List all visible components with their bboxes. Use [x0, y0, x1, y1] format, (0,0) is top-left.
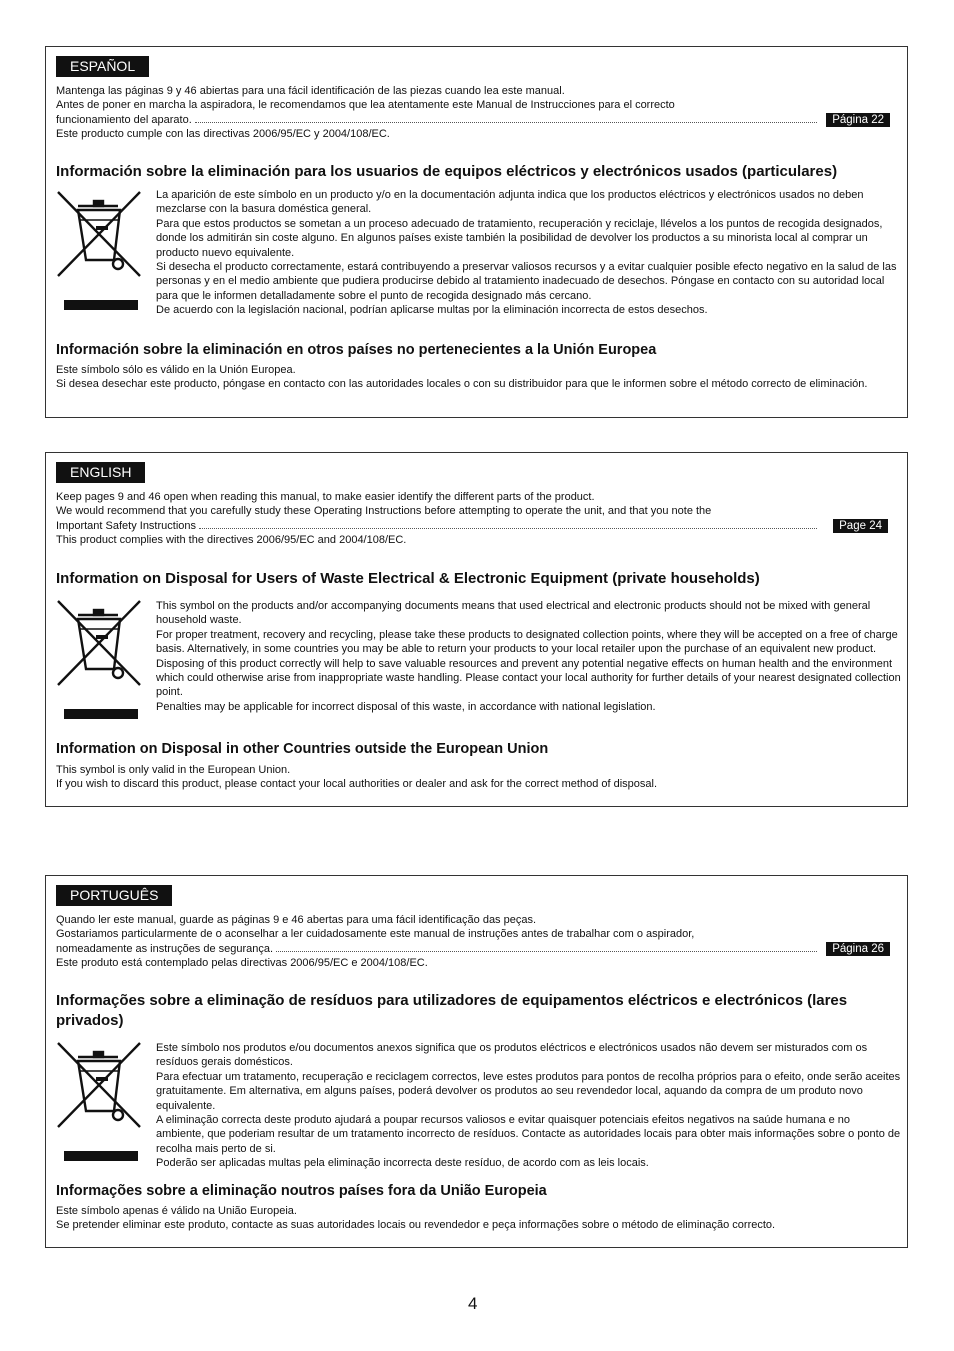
heading-eu-disposal: Information on Disposal for Users of Waste Electrical & Electronic Equipment (private households)	[56, 570, 760, 587]
intro-line: Keep pages 9 and 46 open when reading this manual, to make easier identify the different parts of the product.	[56, 491, 595, 503]
section-espanol	[45, 46, 908, 418]
body-paragraph: Para efectuar um tratamento, recuperação e reciclagem correctos, leve estes produtos para pontos de recolha próprios para o efeito, onde serão aceites gratuitamente. Em alternativa, em alguns países, poderá devolver os produtos ao seu revendedor local, aquando da compra de um produto novo equivalente.	[156, 1070, 901, 1112]
body-paragraph: Disposing of this product correctly will help to save valuable resources and prevent any potential negative effects on human health and the environment which could otherwise arise from inappropriate waste handling. Please contact your local authority for further details of your nearest designated collection point.	[156, 657, 901, 699]
intro-line: This product complies with the directives 2006/95/EC and 2004/108/EC.	[56, 534, 407, 547]
body-paragraph: Este símbolo sólo es válido en la Unión Europea.	[56, 364, 296, 376]
body-paragraph: Si desecha el producto correctamente, estará contribuyendo a preservar valiosos recursos y a evitar cualquier posible efecto negativo en la salud de las personas y en el medio ambiente que pudiera producirse debido al tratamiento inadecuado de desechos. Póngase en contacto con su autoridad local para que le informen detalladamente sobre el punto de recogida designado más cercano.	[156, 261, 897, 302]
disposal-body	[156, 188, 901, 318]
intro-leader-line	[56, 942, 820, 956]
intro-leader-line	[56, 519, 820, 533]
disposal-body	[156, 1041, 901, 1171]
body-paragraph: For proper treatment, recovery and recycling, please take these products to designated collection points, where they will be accepted on a free of charge basis. Alternatively, in some countries you may be able to return your products to your local retailer upon the purchase of an equivalent new product.	[156, 628, 898, 656]
intro-text	[56, 490, 896, 548]
disposal-body	[156, 599, 901, 714]
section-portugues	[45, 875, 908, 1248]
intro-line: We would recommend that you carefully study these Operating Instructions before attempting to operate the unit, and that you note the	[56, 505, 712, 518]
intro-line: funcionamiento del aparato.	[56, 113, 192, 126]
body-paragraph: La aparición de este símbolo en un producto y/o en la documentación adjunta indica que los productos eléctricos y electrónicos usados no deben mezclarse con la basura doméstica general.	[156, 189, 864, 216]
crossed-out-wheelie-bin-icon	[56, 599, 142, 719]
language-label: ENGLISH	[56, 462, 145, 483]
page-reference-badge: Página 22	[826, 113, 890, 127]
body-paragraph: Para que estos productos se sometan a un proceso adecuado de tratamiento, recuperación y reciclaje, llévelos a los puntos de recogida designados, donde los admitirán sin coste alguno. En algunos países existe también la posibilidad de devolver los productos a su minorista local al comprar un producto nuevo equivalente.	[156, 217, 883, 259]
intro-text	[56, 913, 896, 971]
body-paragraph: If you wish to discard this product, please contact your local authorities or dealer and ask for the correct method of disposal.	[56, 778, 658, 791]
intro-line: nomeadamente as instruções de segurança.	[56, 942, 274, 955]
body-paragraph: Este símbolo apenas é válido na União Europeia.	[56, 1205, 297, 1217]
other-countries-text	[56, 763, 901, 792]
body-paragraph: Si desea desechar este producto, póngase en contacto con las autoridades locales o con su distribuidor para que le informen sobre el método correcto de eliminación.	[56, 378, 868, 391]
intro-line: Important Safety Instructions	[56, 519, 197, 532]
other-countries-text	[56, 1204, 901, 1233]
intro-leader-line	[56, 113, 820, 127]
heading-other-countries: Información sobre la eliminación en otros países no pertenecientes a la Unión Europea	[56, 342, 657, 358]
body-paragraph: This symbol on the products and/or accompanying documents means that used electrical and electronic products should not be mixed with general household waste.	[156, 600, 871, 627]
intro-line: Mantenga las páginas 9 y 46 abiertas para una fácil identificación de las piezas cuando lea este manual.	[56, 85, 565, 97]
language-label: PORTUGUÊS	[56, 885, 172, 906]
body-paragraph: Se pretender eliminar este produto, contacte as suas autoridades locais ou revendedor e peça informações sobre o método de eliminação correcto.	[56, 1219, 776, 1232]
heading-eu-disposal: Información sobre la eliminación para los usuarios de equipos eléctricos y electrónicos usados (particulares)	[56, 163, 838, 180]
crossed-out-wheelie-bin-icon	[56, 190, 142, 310]
heading-other-countries: Informações sobre a eliminação noutros países fora da União Europeia	[56, 1183, 547, 1199]
heading-other-countries: Information on Disposal in other Countries outside the European Union	[56, 741, 549, 757]
body-paragraph: Poderão ser aplicadas multas pela eliminação incorrecta deste resíduo, de acordo com as leis locais.	[156, 1157, 649, 1170]
intro-line: Este produto está contemplado pelas directivas 2006/95/EC e 2004/108/EC.	[56, 957, 428, 970]
body-paragraph: This symbol is only valid in the European Union.	[56, 764, 291, 776]
body-paragraph: De acuerdo con la legislación nacional, podrían aplicarse multas por la eliminación incorrecta de estos desechos.	[156, 304, 708, 317]
crossed-out-wheelie-bin-icon	[56, 1041, 142, 1161]
page-reference-badge: Page 24	[833, 519, 888, 533]
body-paragraph: Penalties may be applicable for incorrect disposal of this waste, in accordance with national legislation.	[156, 700, 656, 713]
body-paragraph: Este símbolo nos produtos e/ou documentos anexos significa que os produtos eléctricos e electrónicos usados não devem ser misturados com os resíduos gerais domésticos.	[156, 1042, 868, 1069]
page-reference-badge: Página 26	[826, 942, 890, 956]
language-label: ESPAÑOL	[56, 56, 149, 77]
heading-eu-disposal: Informações sobre a eliminação de resíduos para utilizadores de equipamentos eléctricos e electrónicos (lares privados)	[56, 992, 848, 1029]
intro-line: Gostariamos particularmente de o aconselhar a ler cuidadosamente este manual de instruções antes de trabalhar com o aspirador,	[56, 928, 695, 941]
body-paragraph: A eliminação correcta deste produto ajudará a poupar recursos valiosos e evitar quaisquer potenciais efeitos negativos na saúde humana e no ambiente, que poderiam resultar de um tratamento incorrecto de resíduos. Contacte as autoridades locais para obter mais informações sobre o ponto de recolha mais perto de si.	[156, 1114, 901, 1155]
intro-line: Quando ler este manual, guarde as páginas 9 e 46 abertas para uma fácil identificação das peças.	[56, 914, 537, 926]
page-number: 4	[468, 1294, 478, 1313]
intro-line: Este producto cumple con las directivas 2006/95/EC y 2004/108/EC.	[56, 128, 390, 141]
other-countries-text	[56, 363, 901, 392]
section-english	[45, 452, 908, 807]
intro-text	[56, 84, 896, 142]
intro-line: Antes de poner en marcha la aspiradora, le recomendamos que lea atentamente este Manual de Instrucciones para el correcto	[56, 99, 675, 112]
